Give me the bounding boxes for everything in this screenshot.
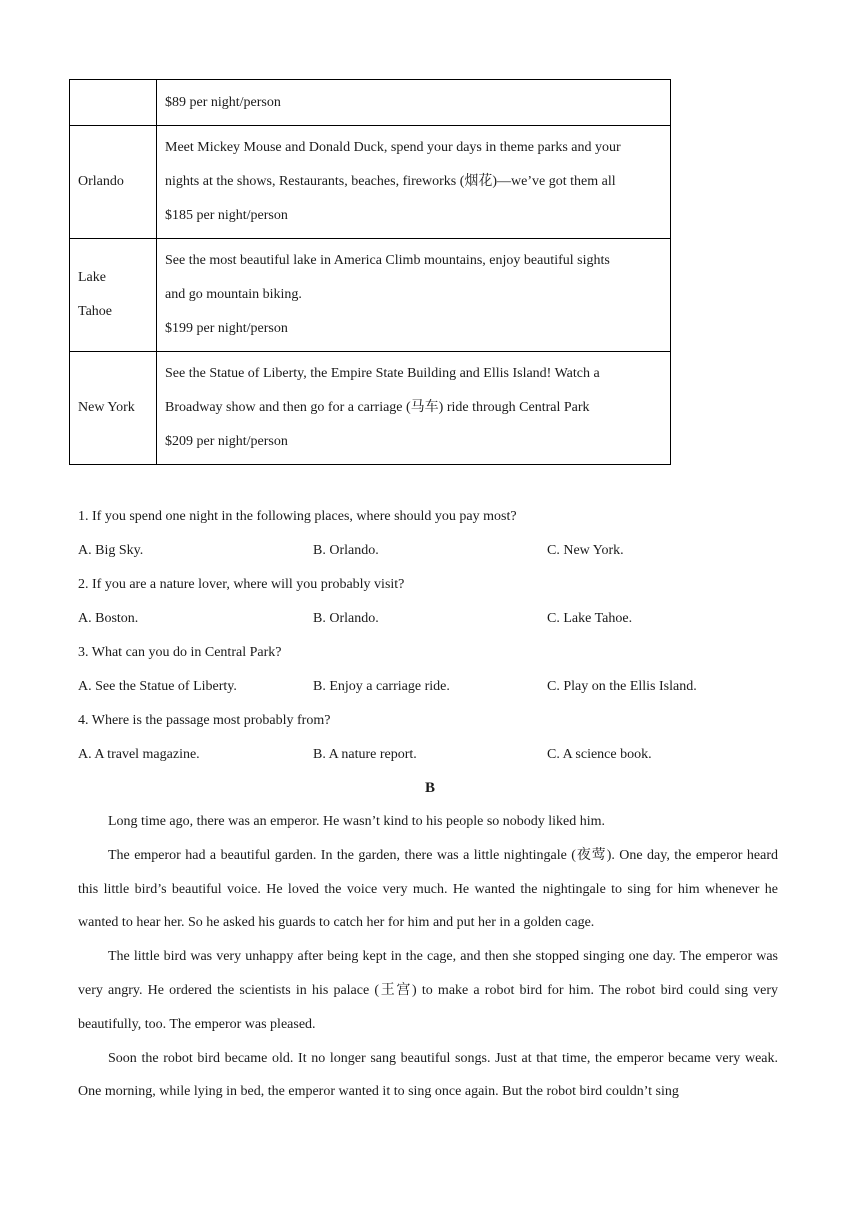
passage-paragraph: Soon the robot bird became old. It no longer sang beautiful songs. Just at that time, the emperor became very weak. One morning, while lying in bed, the emperor wanted it to sing once again. But the robot bird couldn’t sing: [78, 1050, 778, 1100]
description-cell: [157, 239, 671, 352]
description-line: See the most beautiful lake in America Climb mountains, enjoy beautiful sights: [165, 253, 610, 268]
options-row: [78, 602, 798, 636]
option-c: C. Lake Tahoe.: [547, 611, 633, 626]
option-b: B. Orlando.: [313, 611, 379, 626]
option-a: A. Big Sky.: [78, 543, 144, 558]
place-cell: [70, 80, 157, 126]
place-cell: [70, 239, 157, 352]
place-text: Orlando: [78, 174, 124, 189]
passage-paragraph: The little bird was very unhappy after being kept in the cage, and then she stopped singing one day. The emperor was very angry. He ordered the scientists in his palace (王宫) to make a robot bird for him. The robot bird could sing very beautifully, too. The emperor was pleased.: [78, 949, 778, 1032]
description-line: Broadway show and then go for a carriage (马车) ride through Central Park: [165, 400, 590, 415]
description-line: nights at the shows, Restaurants, beaches, fireworks (烟花)—we’ve got them all: [165, 174, 616, 189]
price-line: $199 per night/person: [165, 321, 288, 336]
option-a: A. A travel magazine.: [78, 747, 200, 762]
place-cell: [70, 352, 157, 465]
option-b: B. A nature report.: [313, 747, 417, 762]
description-line: Meet Mickey Mouse and Donald Duck, spend your days in theme parks and your: [165, 140, 621, 155]
passage-paragraph: The emperor had a beautiful garden. In the garden, there was a little nightingale (夜莺). One day, the emperor heard this little bird’s beautiful voice. He loved the voice very much. He wanted the nightingale to sing for him whenever he wanted to hear her. So he asked his guards to catch her for him and put her in a golden cage.: [78, 847, 778, 931]
place-text: Tahoe: [78, 304, 113, 319]
place-text: New York: [78, 400, 135, 415]
table-row: [70, 80, 671, 126]
option-a: A. Boston.: [78, 611, 139, 626]
place-cell: [70, 126, 157, 239]
section-b-passage: [78, 805, 778, 1109]
options-row: [78, 738, 798, 772]
questions-section: [78, 500, 798, 772]
question-stem: 3. What can you do in Central Park?: [78, 645, 282, 660]
passage-paragraph: Long time ago, there was an emperor. He wasn’t kind to his people so nobody liked him.: [108, 814, 606, 829]
description-line: $89 per night/person: [165, 94, 281, 110]
description-cell: [157, 126, 671, 239]
table-row: [70, 126, 671, 239]
option-b: B. Orlando.: [313, 543, 379, 558]
travel-destinations-table: [69, 79, 671, 465]
options-row: [78, 534, 798, 568]
table-row: [70, 352, 671, 465]
question-stem: 2. If you are a nature lover, where will you probably visit?: [78, 577, 405, 592]
price-line: $209 per night/person: [165, 434, 288, 449]
option-a: A. See the Statue of Liberty.: [78, 679, 237, 694]
table-row: [70, 239, 671, 352]
option-b: B. Enjoy a carriage ride.: [313, 679, 450, 694]
question-stem: 4. Where is the passage most probably from?: [78, 713, 331, 728]
price-line: $185 per night/person: [165, 208, 288, 223]
place-text: Lake: [78, 270, 106, 285]
option-c: C. New York.: [547, 543, 624, 558]
section-b-title: B: [424, 780, 435, 796]
question-stem: 1. If you spend one night in the following places, where should you pay most?: [78, 509, 517, 524]
options-row: [78, 670, 798, 704]
description-cell: [157, 80, 671, 126]
description-line: See the Statue of Liberty, the Empire State Building and Ellis Island! Watch a: [165, 366, 600, 381]
option-c: C. A science book.: [547, 747, 652, 762]
option-c: C. Play on the Ellis Island.: [547, 679, 697, 694]
description-line: and go mountain biking.: [165, 287, 302, 302]
description-cell: [157, 352, 671, 465]
